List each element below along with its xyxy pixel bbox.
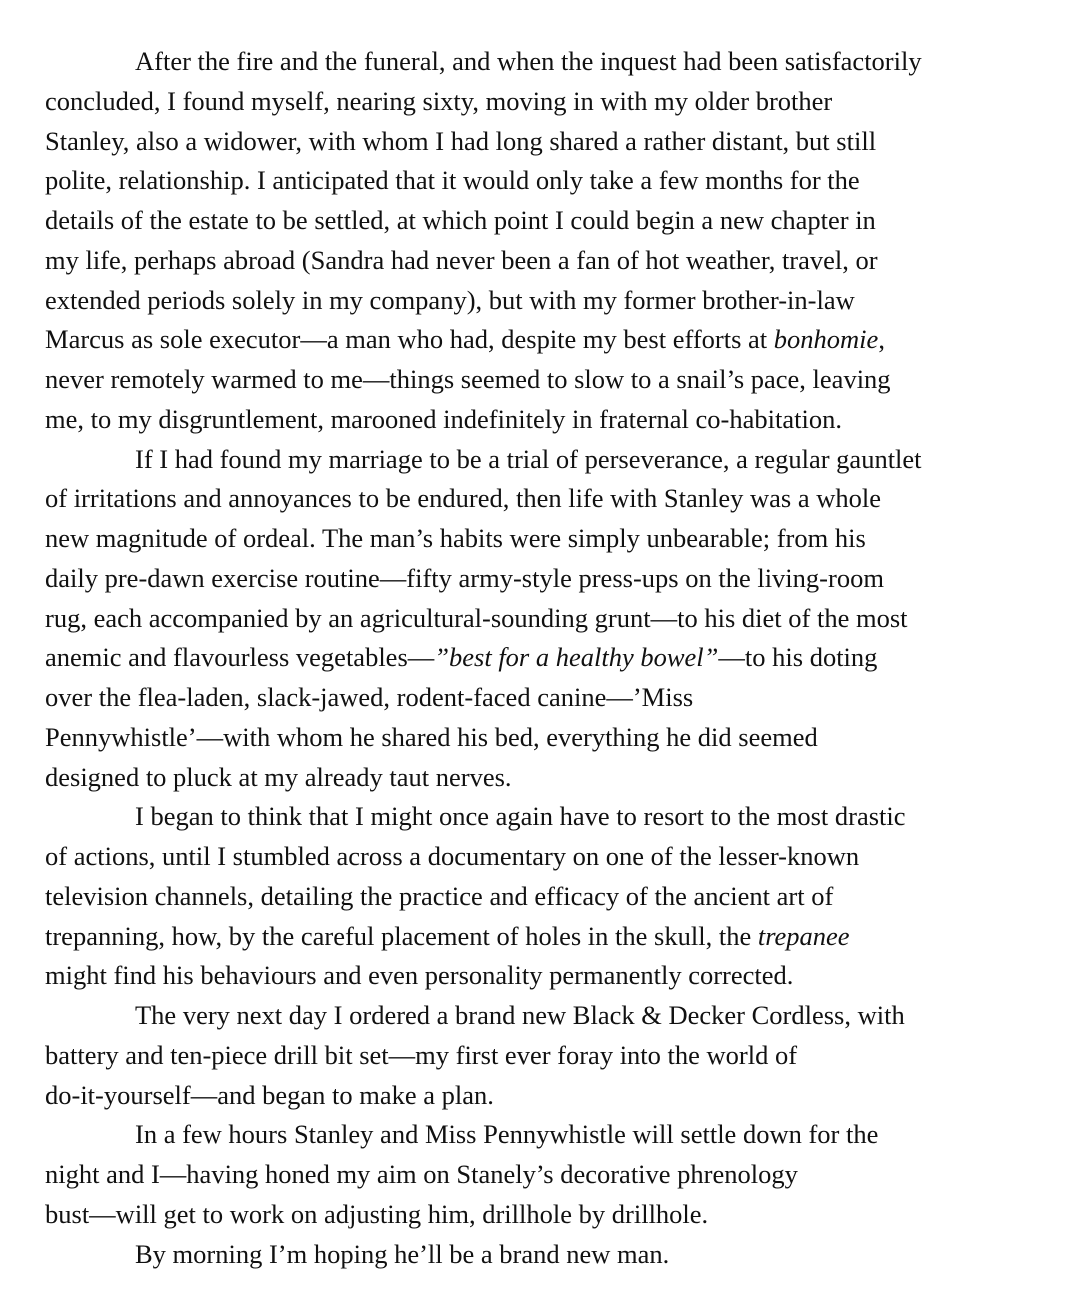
paragraph (45, 42, 1045, 440)
text-run: rug, each accompanied by an agricultural-sounding grunt—to his diet of the most (45, 602, 908, 633)
text-line (45, 797, 1045, 837)
italic-text: trepanee (757, 920, 850, 951)
text-line (45, 917, 1045, 957)
text-run: After the fire and the funeral, and when the inquest had been satisfactorily (135, 46, 922, 76)
text-line (45, 161, 1045, 201)
text-run: anemic and flavourless vegetables— (45, 642, 435, 673)
text-line (45, 718, 1045, 758)
text-run: details of the estate to be settled, at which point I could begin a new chapter in (45, 205, 876, 235)
text-run: Stanley, also a widower, with whom I had long shared a rather distant, but still (45, 125, 877, 156)
text-line (45, 599, 1045, 639)
text-run: me, to my disgruntlement, marooned indefinitely in fraternal co-habitation. (45, 403, 842, 434)
text-run: , (878, 324, 885, 355)
paragraph (45, 1235, 1045, 1275)
text-line (45, 1155, 1045, 1195)
text-line (45, 1235, 1045, 1275)
text-run: polite, relationship. I anticipated that it would only take a few months for the (45, 165, 860, 196)
text-run: of actions, until I stumbled across a documentary on one of the lesser-known (45, 841, 860, 871)
italic-text: bonhomie (773, 324, 879, 355)
text-run: television channels, detailing the practice and efficacy of the ancient art of (45, 880, 834, 911)
text-line (45, 201, 1045, 241)
text-run: By morning I’m hoping he’ll be a brand new man. (135, 1238, 670, 1269)
document-page (45, 42, 1045, 1274)
text-run: —to his doting (718, 642, 878, 673)
text-line (45, 440, 1045, 480)
paragraph (45, 797, 1045, 996)
text-line (45, 956, 1045, 996)
text-run: concluded, I found myself, nearing sixty, moving in with my older brother (45, 85, 833, 116)
text-line (45, 400, 1045, 440)
text-run: Marcus as sole executor—a man who had, despite my best efforts at (45, 324, 774, 355)
text-run: The very next day I ordered a brand new Black & Decker Cordless, with (135, 1000, 905, 1030)
text-run: bust—will get to work on adjusting him, drillhole by drillhole. (45, 1198, 709, 1229)
text-run: If I had found my marriage to be a trial of perseverance, a regular gauntlet (135, 443, 922, 474)
text-line (45, 877, 1045, 917)
text-run: designed to pluck at my already taut nerves. (45, 761, 512, 792)
text-run: of irritations and annoyances to be endured, then life with Stanley was a whole (45, 483, 881, 514)
text-run: trepanning, how, by the careful placement of holes in the skull, the (45, 920, 758, 951)
text-run: might find his behaviours and even personality permanently corrected. (45, 960, 794, 991)
text-run: do-it-yourself—and began to make a plan. (45, 1079, 494, 1110)
text-line (45, 1076, 1045, 1116)
text-line (45, 241, 1045, 281)
text-line (45, 360, 1045, 400)
text-line (45, 638, 1045, 678)
text-run: night and I—having honed my aim on Stanely’s decorative phrenology (45, 1159, 798, 1189)
text-line (45, 678, 1045, 718)
text-line (45, 42, 1045, 82)
text-run: daily pre-dawn exercise routine—fifty army-style press-ups on the living-room (45, 562, 884, 593)
paragraph (45, 440, 1045, 798)
text-run: Pennywhistle’—with whom he shared his bed, everything he did seemed (45, 721, 818, 752)
text-run: battery and ten-piece drill bit set—my first ever foray into the world of (45, 1039, 798, 1070)
text-run: over the flea-laden, slack-jawed, rodent-faced canine—’Miss (45, 682, 694, 712)
text-line (45, 1036, 1045, 1076)
text-line (45, 758, 1045, 798)
text-run: my life, perhaps abroad (Sandra had never been a fan of hot weather, travel, or (45, 244, 878, 275)
text-line (45, 1195, 1045, 1235)
text-line (45, 1115, 1045, 1155)
text-line (45, 320, 1045, 360)
text-run: new magnitude of ordeal. The man’s habits were simply unbearable; from his (45, 523, 866, 553)
text-run: never remotely warmed to me—things seemed to slow to a snail’s pace, leaving (45, 364, 891, 394)
text-line (45, 837, 1045, 877)
text-run: In a few hours Stanley and Miss Pennywhistle will settle down for the (135, 1119, 879, 1150)
paragraph (45, 1115, 1045, 1234)
text-line (45, 559, 1045, 599)
text-line (45, 996, 1045, 1036)
text-line (45, 82, 1045, 122)
text-run: I began to think that I might once again have to resort to the most drastic (135, 801, 906, 832)
paragraph (45, 996, 1045, 1115)
text-run: extended periods solely in my company), but with my former brother-in-law (45, 284, 855, 315)
text-line (45, 479, 1045, 519)
text-line (45, 122, 1045, 162)
italic-text: ”best for a healthy bowel” (434, 642, 719, 673)
text-line (45, 519, 1045, 559)
text-line (45, 281, 1045, 321)
